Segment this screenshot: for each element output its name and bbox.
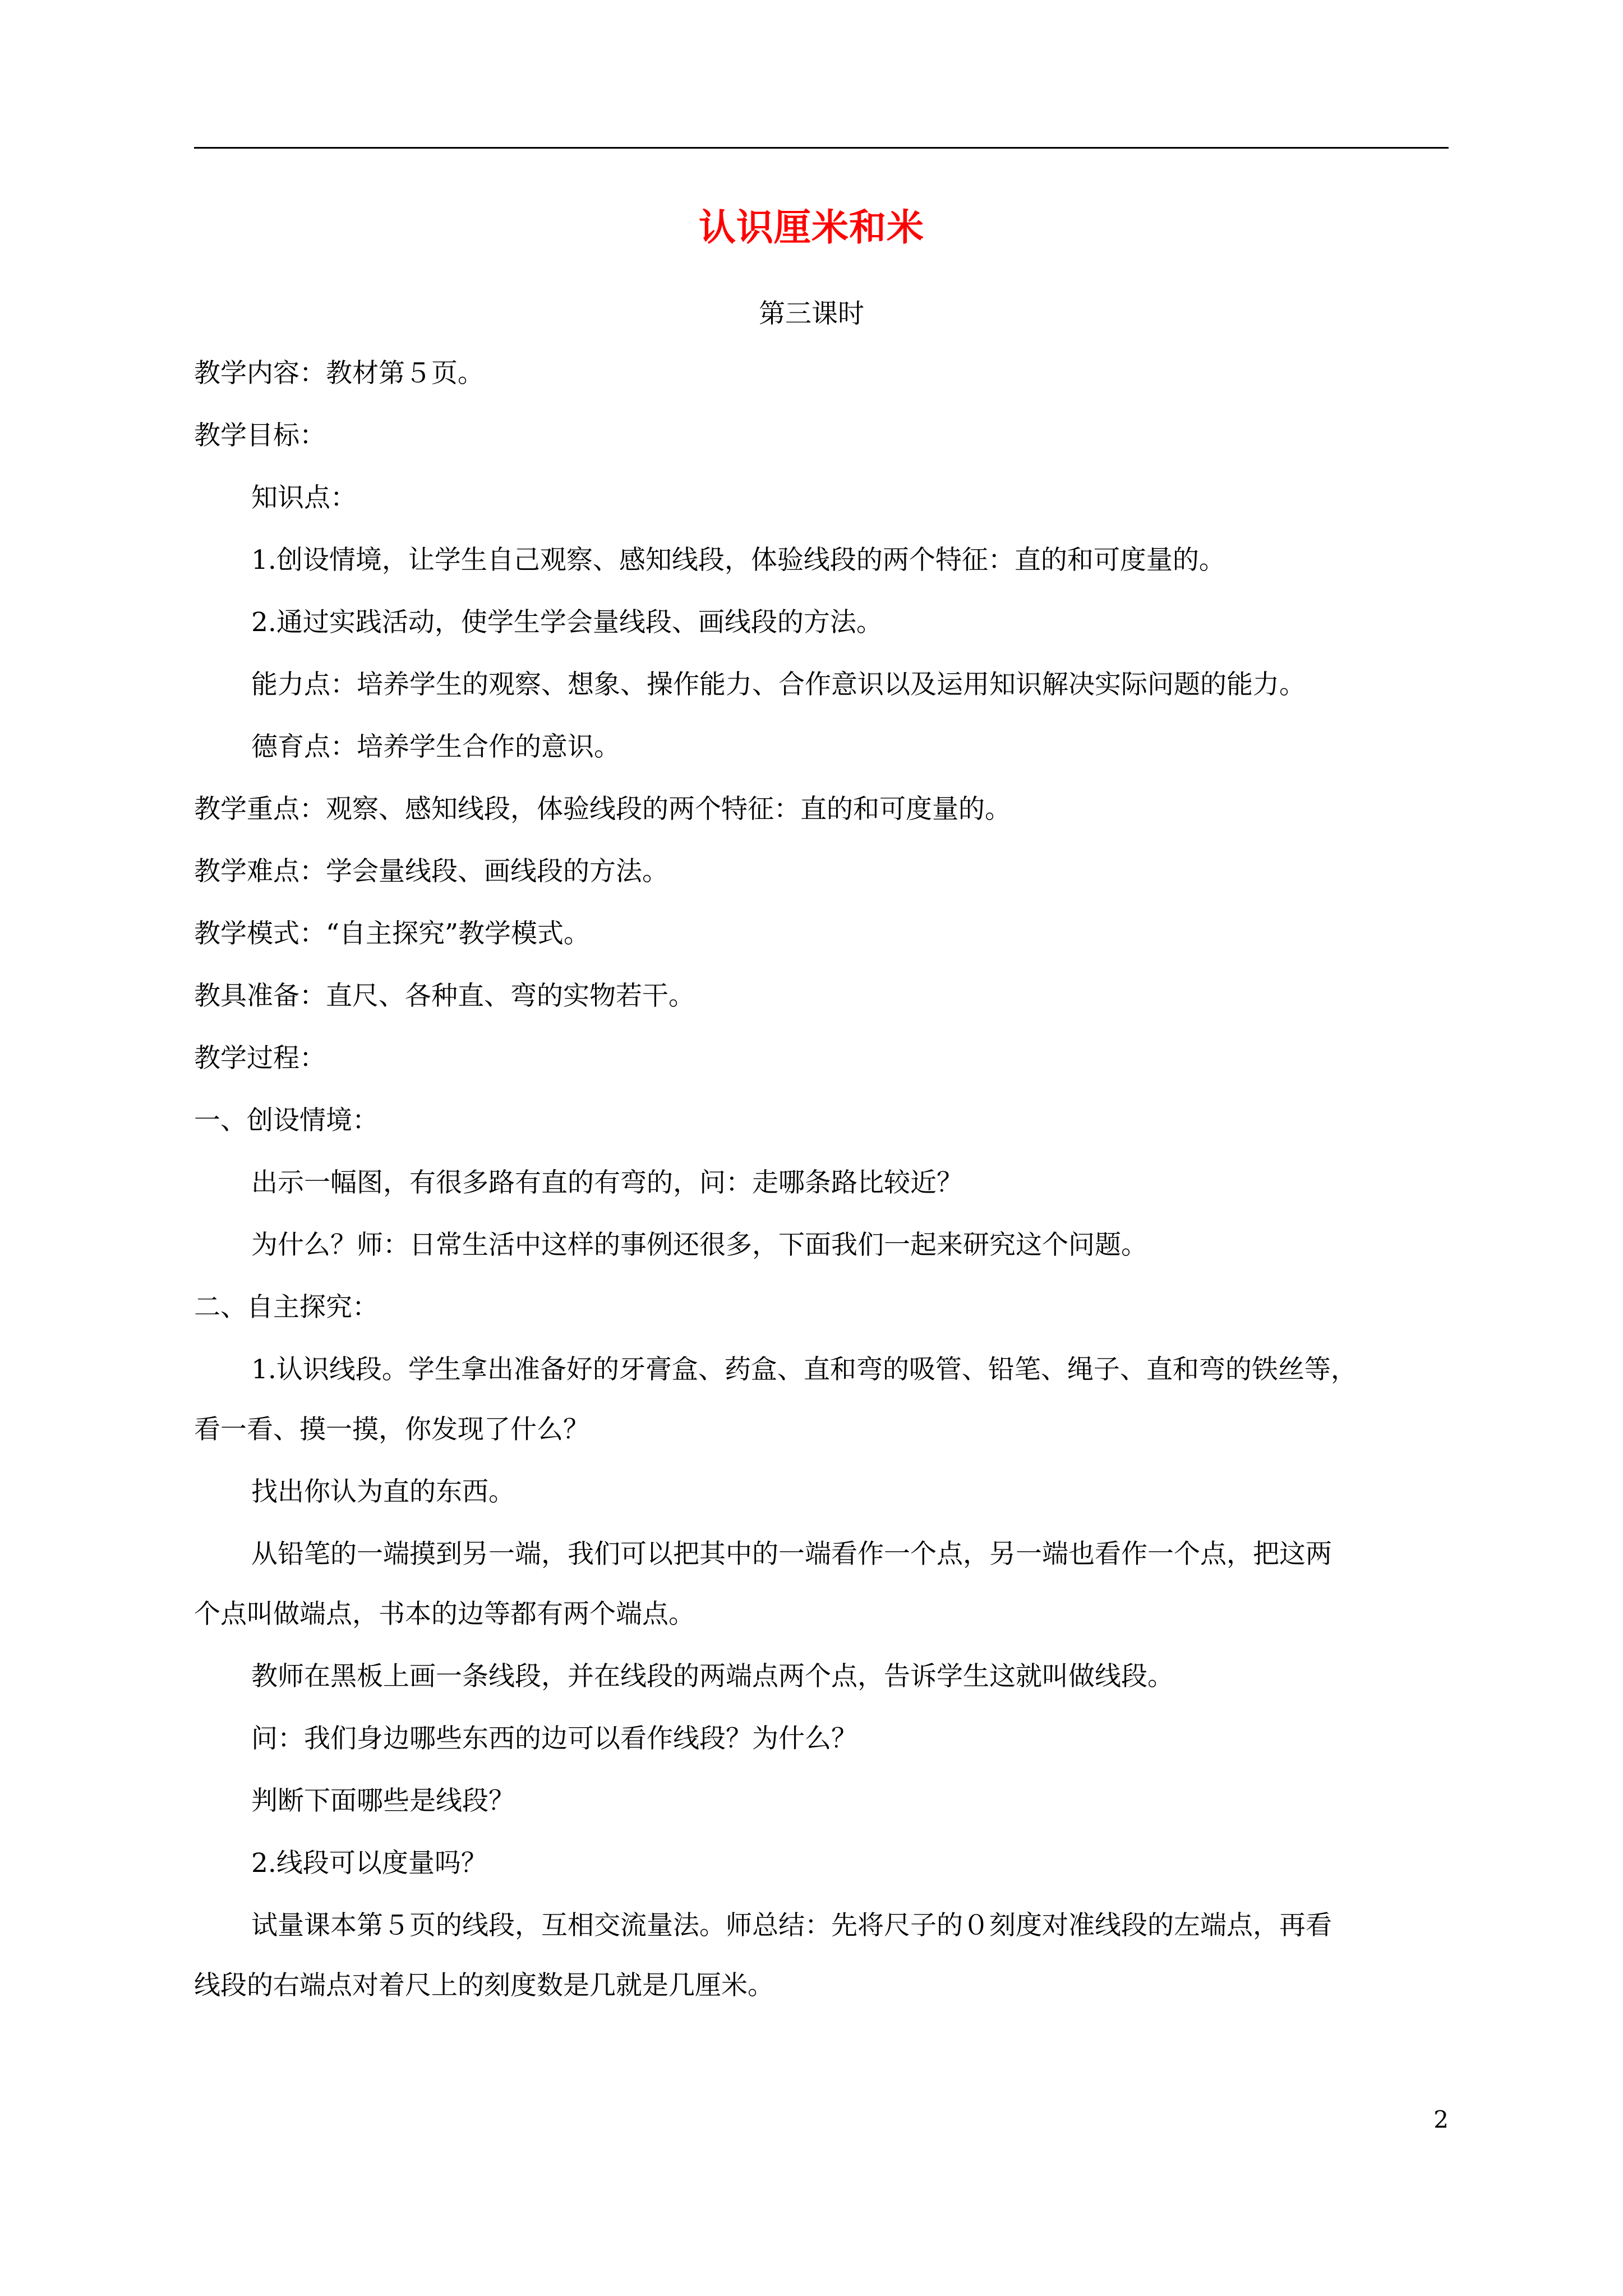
can-measure-heading: 2.线段可以度量吗？ [251,1848,487,1879]
section-1-paragraph-1: 出示一幅图，有很多路有直的有弯的，问：走哪条路比较近？ [251,1167,963,1198]
endpoint-paragraph: 从铅笔的一端摸到另一端，我们可以把其中的一端看作一个点，另一端也看作一个点，把这两 [251,1539,1332,1570]
knowledge-point-1: 1.创设情境，让学生自己观察、感知线段，体验线段的两个特征：直的和可度量的。 [251,545,1225,576]
teaching-aids: 教具准备：直尺、各种直、弯的实物若干。 [194,981,695,1011]
question-edges: 问：我们身边哪些东西的边可以看作线段？为什么？ [251,1723,857,1754]
teaching-key-point: 教学重点：观察、感知线段，体验线段的两个特征：直的和可度量的。 [194,794,1011,825]
teaching-content: 教学内容：教材第５页。 [194,358,484,389]
moral-point: 德育点：培养学生合作的意识。 [251,731,620,762]
page-title: 认识厘米和米 [699,205,924,249]
teacher-draws-segment: 教师在黑板上画一条线段，并在线段的两端点两个点，告诉学生这就叫做线段。 [251,1661,1174,1692]
section-1-heading: 一、创设情境： [194,1105,379,1136]
knowledge-point-heading: 知识点： [251,482,357,513]
judge-segments: 判断下面哪些是线段？ [251,1786,515,1816]
recognize-segment-paragraph: 1.认识线段。学生拿出准备好的牙膏盒、药盒、直和弯的吸管、铅笔、绳子、直和弯的铁丝等， [251,1354,1357,1385]
teaching-mode: 教学模式：“自主探究”教学模式。 [194,918,591,949]
measure-paragraph: 试量课本第５页的线段，互相交流量法。师总结：先将尺子的０刻度对准线段的左端点，再看 [251,1910,1332,1941]
endpoint-paragraph-cont: 个点叫做端点，书本的边等都有两个端点。 [194,1599,695,1630]
page-number: 2 [1433,2106,1449,2133]
teaching-process-heading: 教学过程： [194,1043,326,1074]
document-body [194,342,1449,2017]
measure-paragraph-cont: 线段的右端点对着尺上的刻度数是几就是几厘米。 [194,1970,774,2001]
ability-point: 能力点：培养学生的观察、想象、操作能力、合作意识以及运用知识解决实际问题的能力。 [251,669,1306,700]
teaching-goals-heading: 教学目标： [194,420,326,451]
section-2-heading: 二、自主探究： [194,1292,379,1323]
find-straight-objects: 找出你认为直的东西。 [251,1476,515,1507]
knowledge-point-2: 2.通过实践活动，使学生学会量线段、画线段的方法。 [251,607,883,638]
teaching-difficulty: 教学难点：学会量线段、画线段的方法。 [194,856,668,887]
lesson-subtitle: 第三课时 [759,298,864,329]
header-rule [194,147,1449,149]
section-1-paragraph-2: 为什么？师：日常生活中这样的事例还很多，下面我们一起来研究这个问题。 [251,1230,1147,1260]
recognize-segment-paragraph-cont: 看一看、摸一摸，你发现了什么？ [194,1414,589,1445]
